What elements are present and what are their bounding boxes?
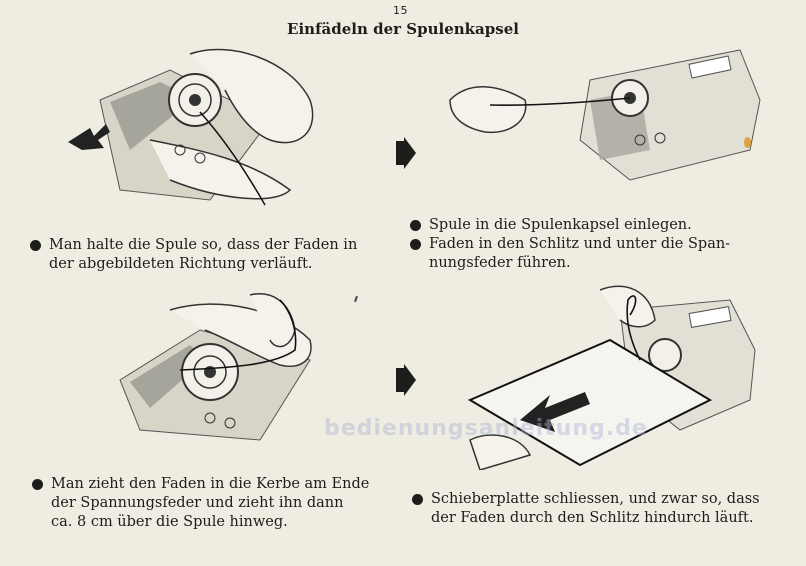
step-arrow-icon [396, 364, 416, 396]
caption-line: Faden in den Schlitz und unter die Span- [429, 236, 731, 252]
bullet-icon [32, 479, 43, 490]
caption-line: nungsfeder führen. [429, 255, 571, 271]
caption-line: der Spannungsfeder und zieht ihn dann [51, 495, 344, 511]
caption-line: der Faden durch den Schlitz hindurch läuft. [431, 510, 754, 526]
step-1-caption [30, 236, 357, 274]
bullet-icon [412, 494, 423, 505]
watermark: bedienungsanleitung.de [324, 416, 648, 441]
caption-line: der abgebildeten Richtung verläuft. [49, 256, 313, 272]
direction-arrow-icon [68, 124, 110, 150]
step-arrow-icon [396, 137, 416, 169]
step-3-caption [32, 475, 369, 532]
caption-line: Man halte die Spule so, dass der Faden in [49, 237, 358, 253]
page-number: 15 [393, 4, 408, 17]
page-title: Einfädeln der Spulenkapsel [287, 20, 519, 38]
bullet-icon [410, 239, 421, 250]
step-4-caption [412, 490, 760, 528]
caption-line: Spule in die Spulenkapsel einlegen. [429, 217, 692, 233]
bullet-icon [30, 240, 41, 251]
illustration-insert-bobbin [440, 40, 770, 190]
bullet-icon [410, 220, 421, 231]
paper-stain [744, 137, 751, 148]
caption-line: Schieberplatte schliessen, und zwar so, dass [431, 491, 760, 507]
caption-line: Man zieht den Faden in die Kerbe am Ende [51, 476, 370, 492]
illustration-hold-bobbin [60, 40, 380, 220]
caption-line: ca. 8 cm über die Spule hinweg. [51, 514, 288, 530]
step-2-caption [410, 216, 730, 273]
